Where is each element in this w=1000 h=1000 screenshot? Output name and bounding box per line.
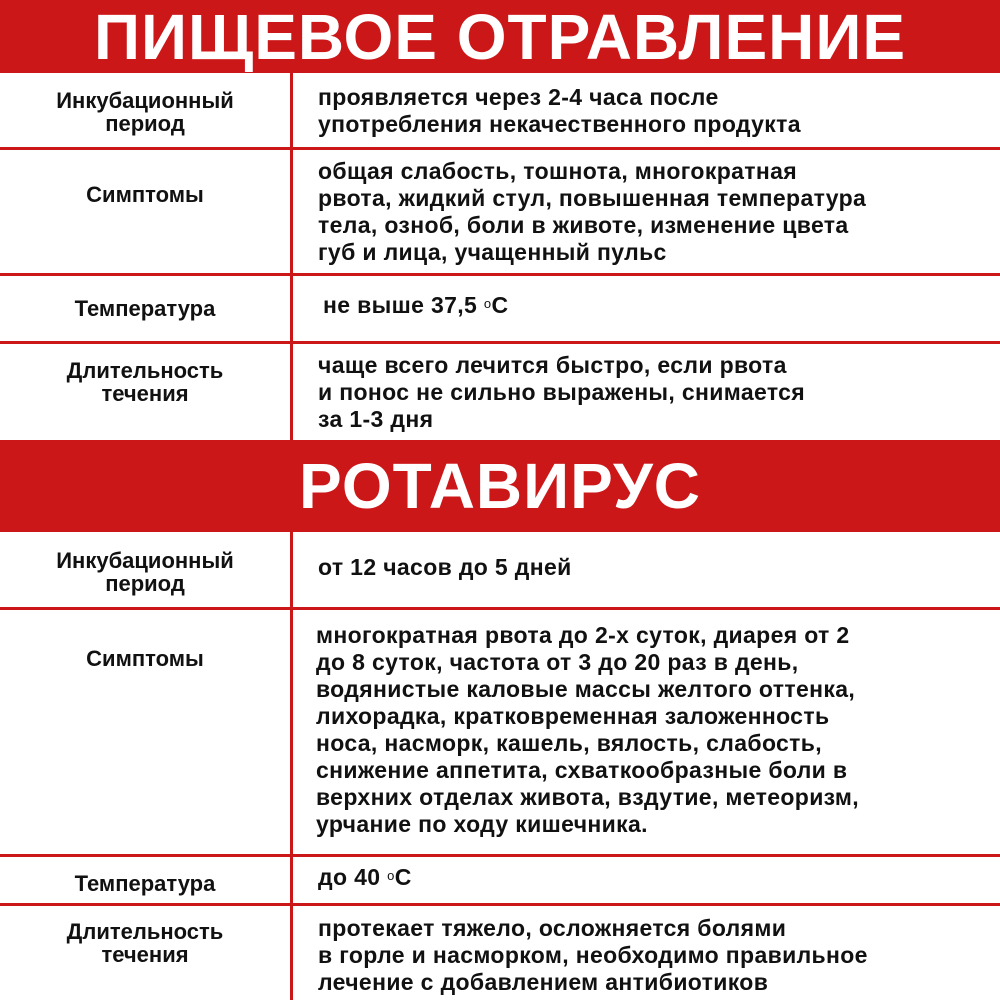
row-divider	[0, 903, 1000, 906]
degree-mark: о	[483, 296, 492, 311]
column-divider	[290, 73, 293, 440]
section-title-rotavirus: РОТАВИРУС	[0, 440, 1000, 532]
row-value-duration: чаще всего лечится быстро, если рвота и понос не сильно выражены, снимается за 1-3 дня	[318, 352, 806, 432]
row-divider	[0, 341, 1000, 344]
row-value-symptoms: многократная рвота до 2-х суток, диарея от 2 до 8 суток, частота от 3 до 20 раз в день, водянистые каловые массы желтого оттенка, лихорадка, кратковременная заложенность носа, насморк, кашель, вялость, слабость, снижение аппетита, схваткообразные боли в верхних отделах живота, вздутие, метеоризм, урчание по ходу кишечника.	[316, 622, 859, 837]
row-value-incubation: проявляется через 2-4 часа после употребления некачественного продукта	[318, 84, 801, 137]
row-value-duration: протекает тяжело, осложняется болями в горле и насморком, необходимо правильное лечение с добавлением антибиотиков	[318, 915, 868, 995]
row-label-duration: Длительность течения	[66, 919, 224, 967]
row-label-symptoms: Симптомы	[86, 646, 204, 671]
row-label-incubation: Инкубационный период	[56, 548, 234, 596]
row-value-incubation: от 12 часов до 5 дней	[318, 554, 572, 580]
row-label-incubation: Инкубационный период	[56, 88, 234, 136]
degree-mark: о	[387, 868, 395, 883]
section-title-food-poisoning: ПИЩЕВОЕ ОТРАВЛЕНИЕ	[0, 0, 1000, 73]
row-divider	[0, 147, 1000, 150]
column-divider	[290, 532, 293, 1000]
row-value-symptoms: общая слабость, тошнота, многократная рвота, жидкий стул, повышенная температура тела, озноб, боли в животе, изменение цвета губ и лица, учащенный пульс	[318, 158, 867, 265]
row-value-temperature: не выше 37,5 $^о$С	[323, 292, 509, 318]
row-divider	[0, 854, 1000, 857]
row-label-temperature: Температура	[74, 871, 216, 896]
row-label-temperature: Температура	[74, 296, 216, 321]
row-label-duration: Длительность течения	[66, 358, 224, 406]
row-divider	[0, 273, 1000, 276]
row-value-temperature: до 40 $^о$С	[318, 864, 412, 890]
row-divider	[0, 607, 1000, 610]
row-label-symptoms: Симптомы	[86, 182, 204, 207]
